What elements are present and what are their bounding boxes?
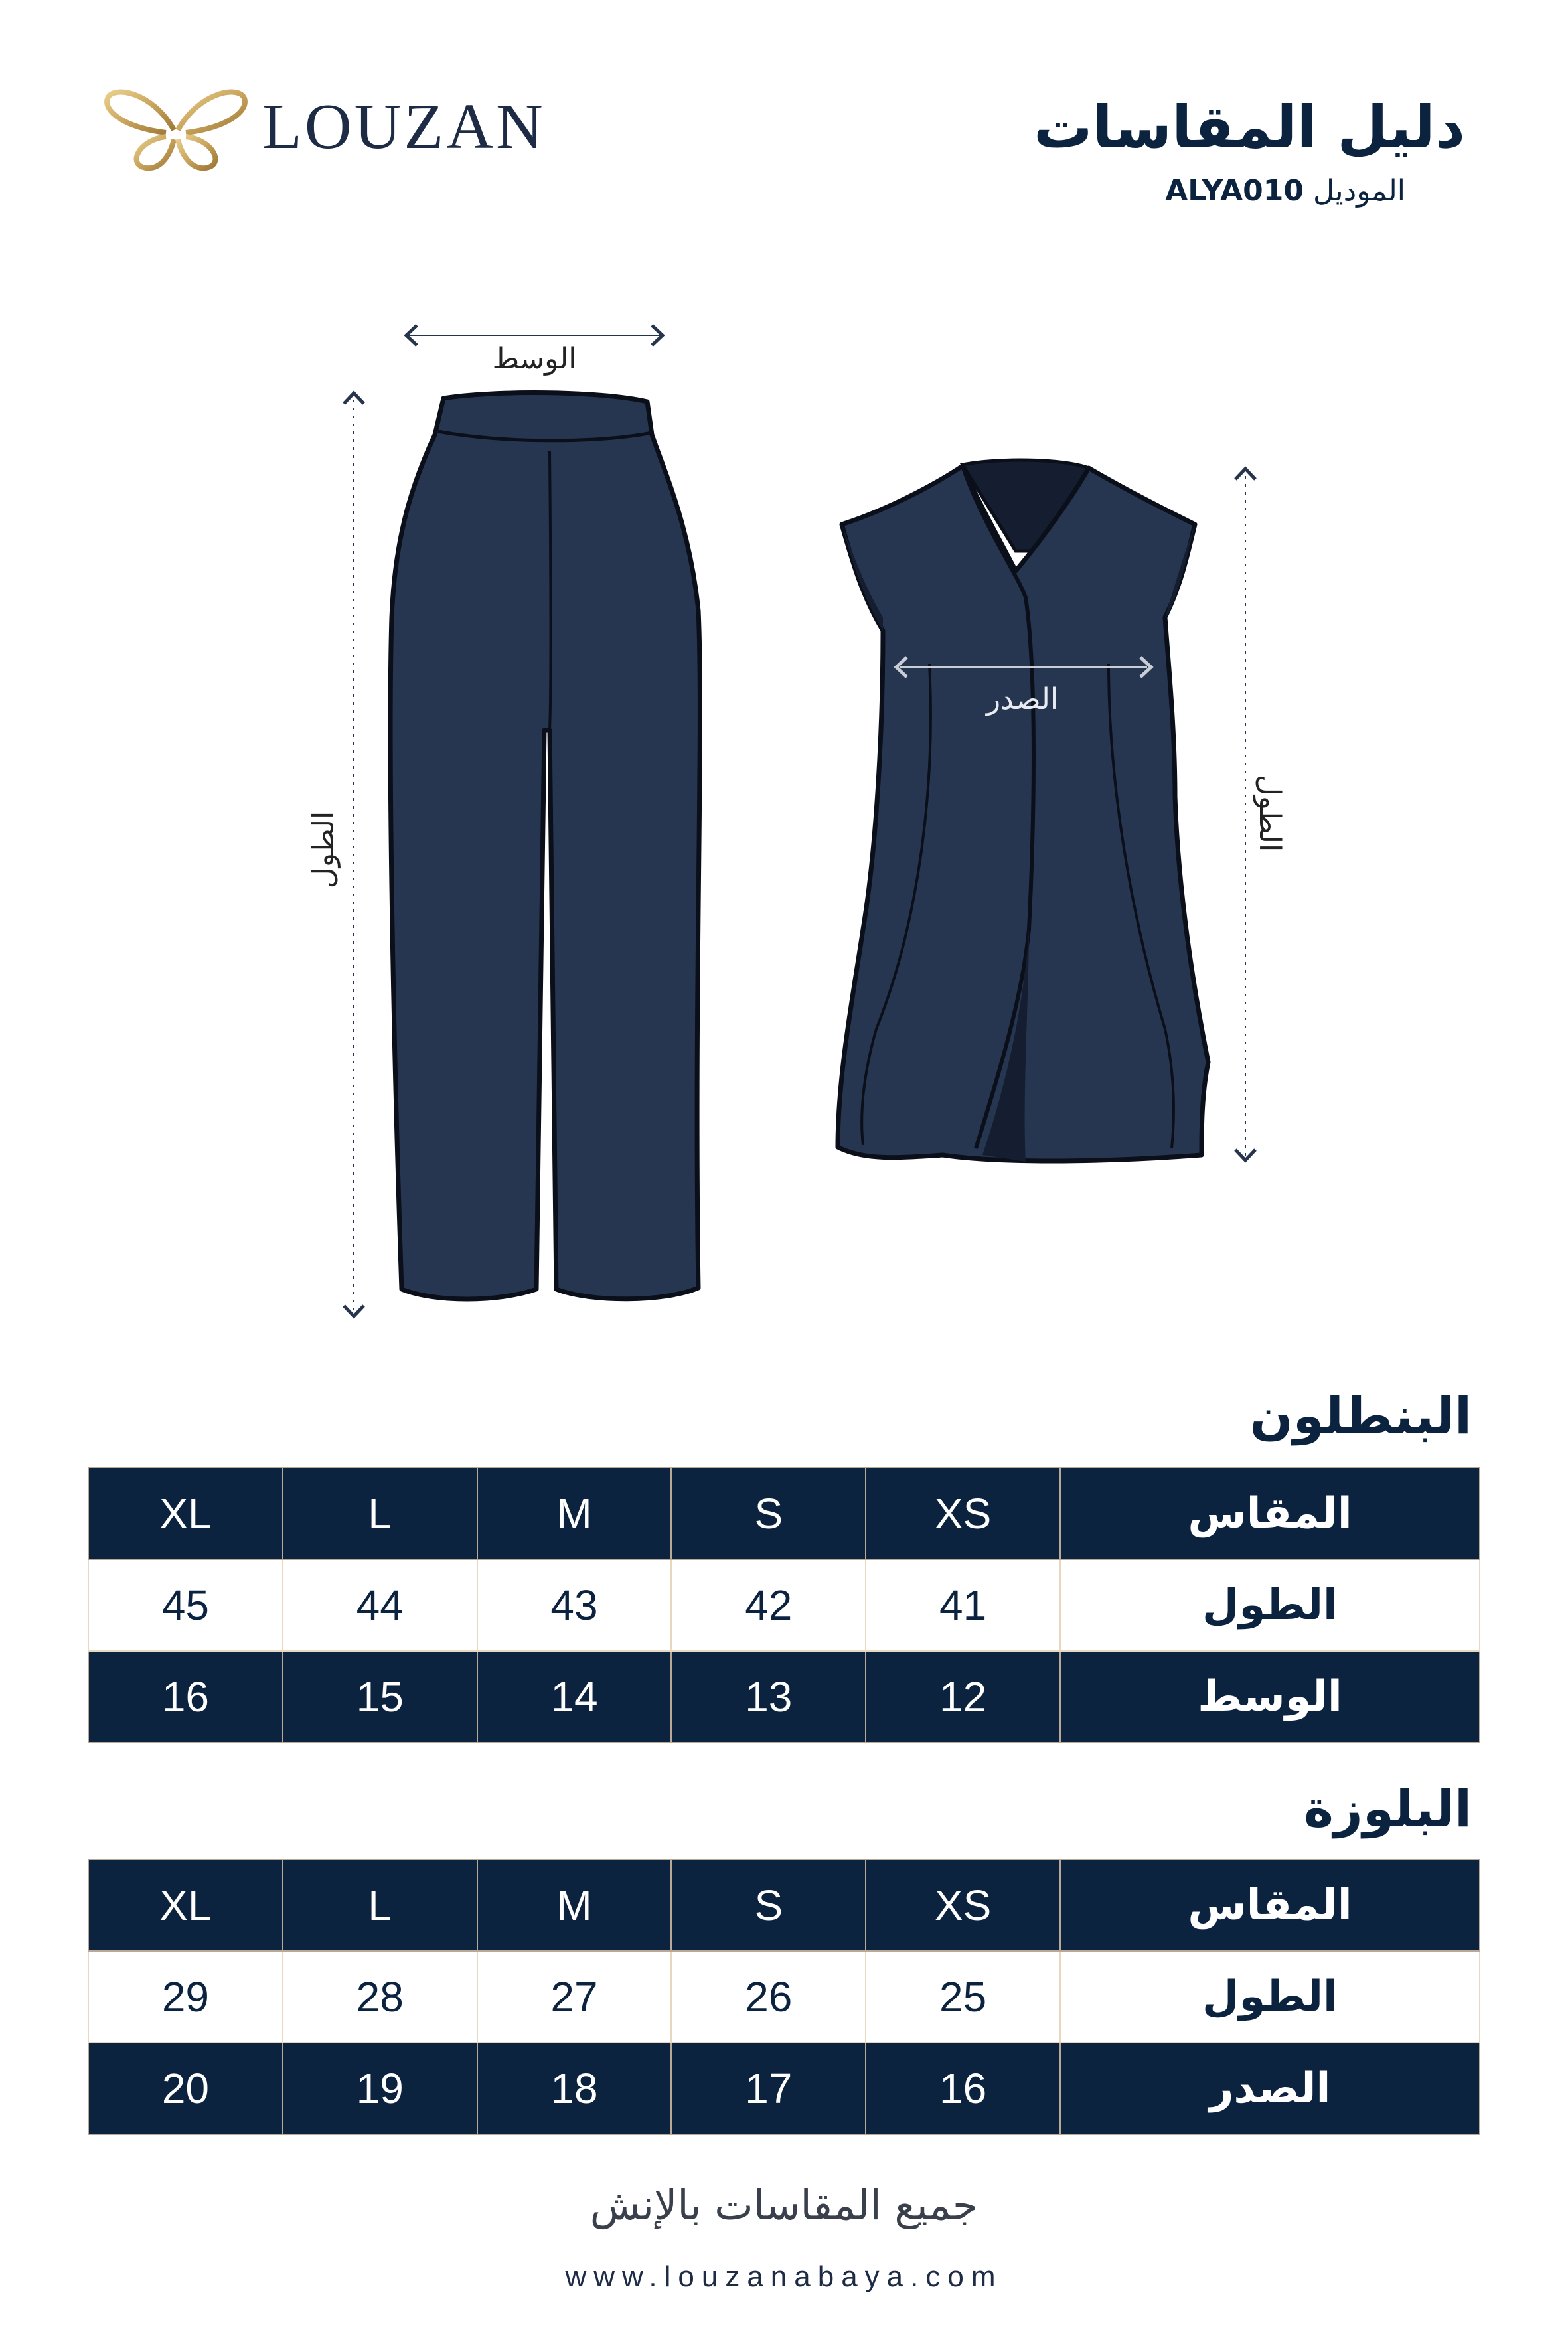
page-title: دليل المقاسات (1034, 93, 1465, 161)
value-cell: 29 (88, 1951, 283, 2043)
value-cell: 13 (671, 1651, 866, 1743)
value-cell: 28 (283, 1951, 477, 2043)
value-cell: 12 (866, 1651, 1060, 1743)
model-row (1165, 174, 1405, 208)
garment-illustrations (0, 266, 1568, 1361)
size-cell: XS (866, 1859, 1060, 1951)
top-table-title: البلوزة (1304, 1779, 1472, 1838)
table-row (88, 1651, 1480, 1743)
value-cell: 41 (866, 1559, 1060, 1651)
top-drawing (838, 460, 1208, 1162)
value-cell: 43 (477, 1559, 672, 1651)
value-cell: 14 (477, 1651, 672, 1743)
value-cell: 16 (866, 2043, 1060, 2134)
value-cell: 25 (866, 1951, 1060, 2043)
value-cell: 18 (477, 2043, 672, 2134)
value-cell: 26 (671, 1951, 866, 2043)
size-cell: XS (866, 1468, 1060, 1559)
value-cell: 42 (671, 1559, 866, 1651)
model-label: الموديل (1313, 174, 1405, 208)
website-link[interactable]: www.louzanabaya.com (565, 2260, 1003, 2293)
pants-length-label: الطول (307, 811, 341, 889)
table-row (88, 2043, 1480, 2134)
pants-size-table (88, 1467, 1480, 1743)
top-length-arrow (1235, 468, 1255, 1162)
size-cell: M (477, 1859, 672, 1951)
table-row (88, 1951, 1480, 2043)
size-cell: M (477, 1468, 672, 1559)
top-size-table (88, 1859, 1480, 2135)
value-cell: 15 (283, 1651, 477, 1743)
size-cell: S (671, 1468, 866, 1559)
row-label: الطول (1060, 1559, 1480, 1651)
pants-drawing (390, 393, 700, 1299)
size-cell: L (283, 1859, 477, 1951)
table-header-row (88, 1859, 1480, 1951)
header-label: المقاس (1060, 1468, 1480, 1559)
table-header-row (88, 1468, 1480, 1559)
value-cell: 44 (283, 1559, 477, 1651)
pants-length-arrow (344, 392, 364, 1318)
table-row (88, 1559, 1480, 1651)
value-cell: 20 (88, 2043, 283, 2134)
row-label: الوسط (1060, 1651, 1480, 1743)
size-cell: XL (88, 1859, 283, 1951)
top-length-label: الطول (1253, 774, 1287, 852)
value-cell: 16 (88, 1651, 283, 1743)
size-cell: S (671, 1859, 866, 1951)
value-cell: 19 (283, 2043, 477, 2134)
size-cell: L (283, 1468, 477, 1559)
brand-name: LOUZAN (262, 91, 546, 163)
model-code: ALYA010 (1165, 174, 1304, 208)
pants-waist-label: الوسط (492, 342, 577, 376)
top-chest-label: الصدر (986, 682, 1059, 716)
header-label: المقاس (1060, 1859, 1480, 1951)
row-label: الطول (1060, 1951, 1480, 2043)
value-cell: 17 (671, 2043, 866, 2134)
butterfly-logo-icon (100, 78, 252, 178)
row-label: الصدر (1060, 2043, 1480, 2134)
value-cell: 27 (477, 1951, 672, 2043)
footer-note: جميع المقاسات بالإنش (589, 2181, 979, 2229)
value-cell: 45 (88, 1559, 283, 1651)
size-cell: XL (88, 1468, 283, 1559)
pants-table-title: البنطلون (1249, 1386, 1472, 1445)
